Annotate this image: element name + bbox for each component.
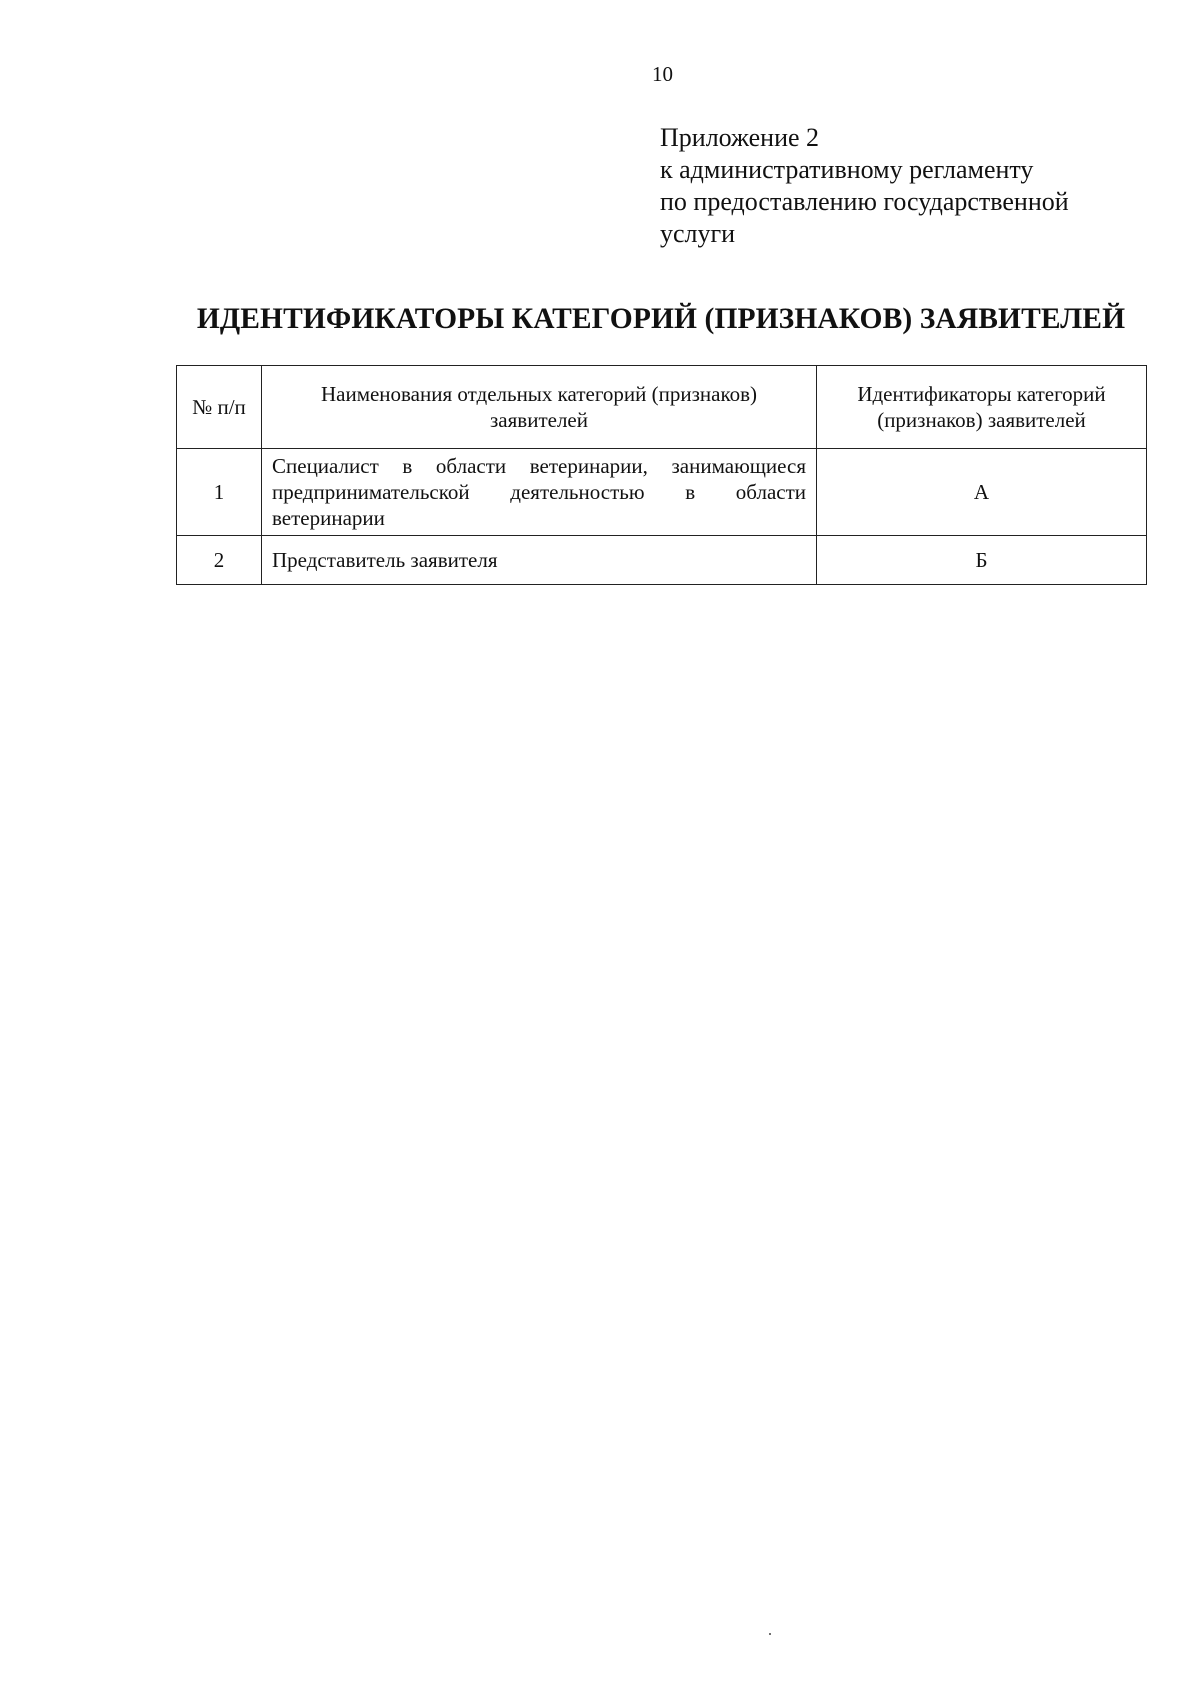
row-number: 1 <box>177 449 262 536</box>
header-number: № п/п <box>177 366 262 449</box>
header-category-identifier: Идентификаторы категорий (признаков) заявителей <box>817 366 1147 449</box>
appendix-line: услуги <box>660 219 736 248</box>
header-category-name: Наименования отдельных категорий (признаков) заявителей <box>262 366 817 449</box>
row-category-name: Специалист в области ветеринарии, занимающиеся предпринимательской деятельностью в области ветеринарии <box>262 449 817 536</box>
appendix-line: Приложение 2 <box>660 123 820 152</box>
applicant-categories-table <box>176 365 1147 585</box>
row-category-name: Представитель заявителя <box>262 536 817 585</box>
table-row <box>177 536 1147 585</box>
document-title: ИДЕНТИФИКАТОРЫ КАТЕГОРИЙ (ПРИЗНАКОВ) ЗАЯВИТЕЛЕЙ <box>196 303 1126 335</box>
page-number: 10 <box>652 62 673 86</box>
appendix-note <box>660 122 1130 250</box>
row-category-identifier: А <box>817 449 1147 536</box>
appendix-line: по предоставлению государственной <box>660 187 1069 216</box>
table-row <box>177 449 1147 536</box>
appendix-line: к административному регламенту <box>660 155 1034 184</box>
row-category-identifier: Б <box>817 536 1147 585</box>
table-header-row <box>177 366 1147 449</box>
scan-speck <box>769 1633 771 1635</box>
row-number: 2 <box>177 536 262 585</box>
